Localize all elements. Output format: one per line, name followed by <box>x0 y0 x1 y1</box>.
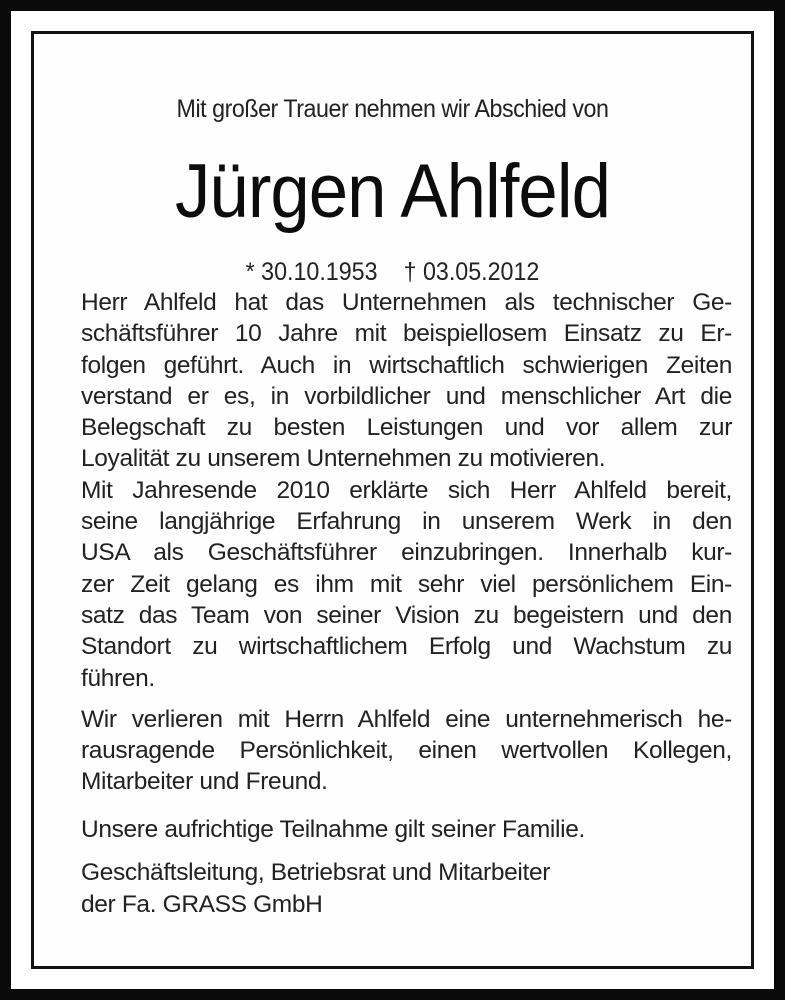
text-line: führen. <box>81 664 155 692</box>
paragraph-usa <box>81 475 732 694</box>
text-line: satz das Team von seiner Vision zu begeistern und den <box>81 601 732 629</box>
death-date: † 03.05.2012 <box>403 258 540 286</box>
text-line: schäftsführer 10 Jahre mit beispiellosem Einsatz zu Er- <box>81 320 732 348</box>
signature-block <box>81 857 732 921</box>
text-line: folgen geführt. Auch in wirtschaftlich schwierigen Zeiten <box>81 351 732 379</box>
obituary-body <box>81 287 732 921</box>
signature-line-2: der Fa. GRASS GmbH <box>81 891 323 919</box>
text-line: Standort zu wirtschaftlichem Erfolg und Wachstum zu <box>81 633 732 661</box>
text-line: seine langjährige Erfahrung in unserem Werk in den <box>81 508 732 536</box>
deceased-name: Jürgen Ahlfeld <box>175 149 610 234</box>
text-line: Mitarbeiter und Freund. <box>81 768 328 796</box>
text-line: Belegschaft zu besten Leistungen und vor allem zur <box>81 414 732 442</box>
inner-border <box>31 31 754 969</box>
paragraph-loss <box>81 704 732 798</box>
intro-line: Mit großer Trauer nehmen wir Abschied von <box>176 95 609 123</box>
text-line: rausragende Persönlichkeit, einen wertvollen Kollegen, <box>81 737 732 765</box>
life-dates <box>59 258 726 287</box>
text-line: Wir verlieren mit Herrn Ahlfeld eine unternehmerisch he- <box>81 705 732 733</box>
condolence-line: Unsere aufrichtige Teilnahme gilt seiner Familie. <box>81 815 585 843</box>
text-line: zer Zeit gelang es ihm mit sehr viel persönlichem Ein- <box>81 570 732 598</box>
text-line: USA als Geschäftsführer einzubringen. Innerhalb kur- <box>81 539 732 567</box>
text-line: Loyalität zu unserem Unternehmen zu motivieren. <box>81 445 606 473</box>
signature-line-1: Geschäftsleitung, Betriebsrat und Mitarbeiter <box>81 859 551 887</box>
text-line: Herr Ahlfeld hat das Unternehmen als technischer Ge- <box>81 289 732 316</box>
text-line: verstand er es, in vorbildlicher und menschlicher Art die <box>81 382 732 410</box>
paragraph-career <box>81 287 732 475</box>
birth-date: * 30.10.1953 <box>245 258 378 286</box>
text-line: Mit Jahresende 2010 erklärte sich Herr Ahlfeld bereit, <box>81 476 732 504</box>
